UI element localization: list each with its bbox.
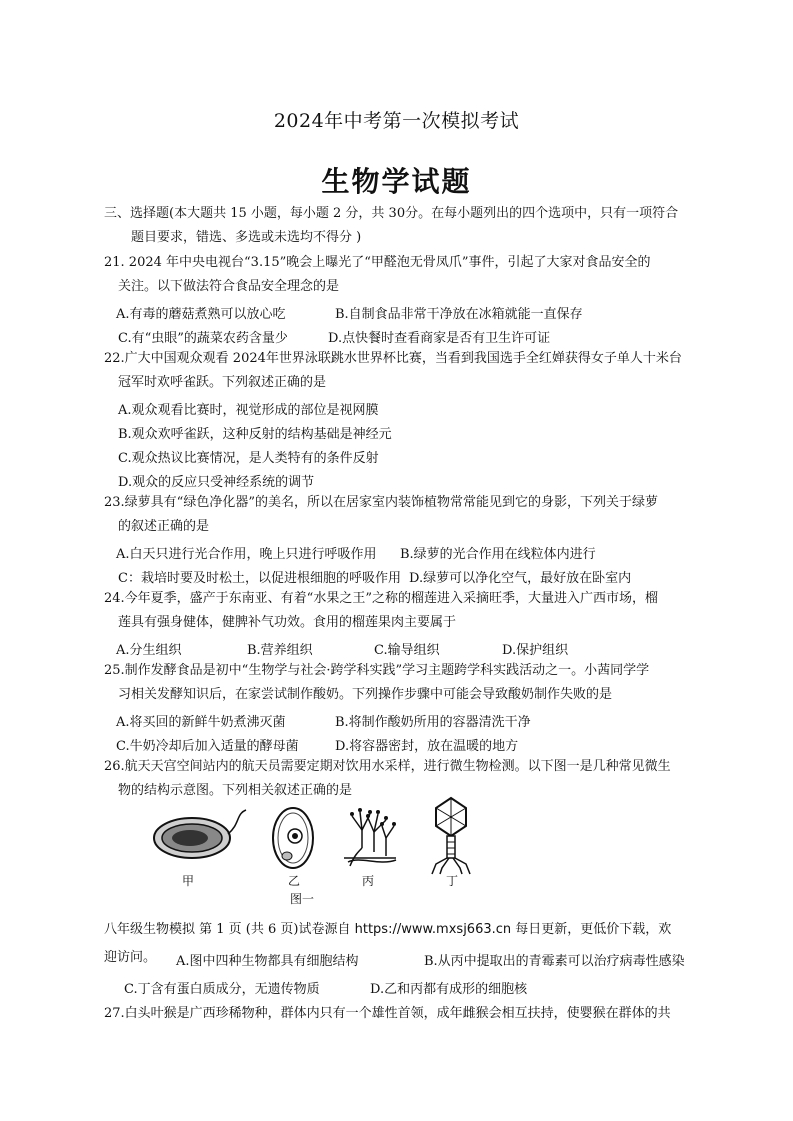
penicillium-illustration bbox=[340, 796, 400, 876]
q21-option-c: C.有“虫眼”的蔬菜农药含量少 bbox=[118, 331, 288, 346]
q24-option-a: A.分生组织 bbox=[116, 643, 182, 658]
q25-stem-line1: 25.制作发酵食品是初中“生物学与社会·跨学科实践”学习主题跨学科实践活动之一。小茜同学学 bbox=[104, 663, 650, 678]
q26-option-c: C.丁含有蛋白质成分，无遗传物质 bbox=[124, 982, 320, 997]
q26-stem-line2: 物的结构示意图。下列相关叙述正确的是 bbox=[118, 783, 353, 798]
footer-line2: 迎访问。 bbox=[104, 950, 157, 965]
q21-option-b: B.自制食品非常干净放在冰箱就能一直保存 bbox=[335, 307, 583, 322]
q26-option-a: A.图中四种生物都具有细胞结构 bbox=[176, 954, 359, 969]
q23-option-a: A.白天只进行光合作用，晚上只进行呼吸作用 bbox=[116, 547, 377, 562]
subject-title: 生物学试题 bbox=[321, 165, 472, 198]
q23-stem-line1: 23.绿萝具有“绿色净化器”的美名，所以在居家室内装饰植物常常能见到它的身影，下列关于绿萝 bbox=[104, 495, 658, 510]
bacterium-illustration bbox=[150, 806, 250, 866]
footer-line1 bbox=[104, 922, 671, 938]
q26-option-b: B.从丙中提取出的青霉素可以治疗病毒性感染 bbox=[424, 954, 685, 969]
q25-option-a: A.将买回的新鲜牛奶煮沸灭菌 bbox=[116, 715, 286, 730]
q22-option-a: A.观众观看比赛时，视觉形成的部位是视网膜 bbox=[118, 403, 379, 418]
q23-option-b: B.绿萝的光合作用在线粒体内进行 bbox=[400, 547, 596, 562]
q22-option-c: C.观众热议比赛情况，是人类特有的条件反射 bbox=[118, 451, 379, 466]
q23-option-d: D.绿萝可以净化空气，最好放在卧室内 bbox=[409, 571, 632, 586]
q24-option-c: C.输导组织 bbox=[374, 643, 440, 658]
q22-option-b: B.观众欢呼雀跃，这种反射的结构基础是神经元 bbox=[118, 427, 392, 442]
q24-stem-line1: 24.今年夏季，盛产于东南亚、有着“水果之王”之称的榴莲进入采摘旺季，大量进入广西市场，榴 bbox=[104, 591, 658, 606]
figure-microorganisms bbox=[140, 796, 500, 906]
q23-stem-line2: 的叙述正确的是 bbox=[118, 519, 210, 534]
q25-option-c: C.牛奶冷却后加入适量的酵母菌 bbox=[116, 739, 299, 754]
exam-title: 2024年中考第一次模拟考试 bbox=[273, 110, 520, 132]
q25-option-d: D.将容器密封，放在温暖的地方 bbox=[335, 739, 519, 754]
q26-stem-line1: 26.航天天宫空间站内的航天员需要定期对饮用水采样，进行微生物检测。以下图一是几种常见微生 bbox=[104, 759, 671, 774]
q24-option-b: B.营养组织 bbox=[247, 643, 313, 658]
q22-stem-line2: 冠军时欢呼雀跃。下列叙述正确的是 bbox=[118, 375, 327, 390]
figure-caption: 图一 bbox=[290, 892, 315, 906]
q21-option-d: D.点快餐时查看商家是否有卫生许可证 bbox=[328, 331, 551, 346]
q21-option-a: A.有毒的蘑菇煮熟可以放心吃 bbox=[116, 307, 286, 322]
q24-option-d: D.保护组织 bbox=[502, 643, 569, 658]
q22-stem-line1: 22.广大中国观众观看 2024年世界泳联跳水世界杯比赛，当看到我国选手全红婵获得女子单人十米台 bbox=[104, 351, 682, 366]
figure-label-jia: 甲 bbox=[182, 874, 195, 888]
figure-label-bing: 丙 bbox=[362, 874, 375, 888]
section-instruction-line2: 题目要求，错选、多选或未选均不得分 ) bbox=[131, 230, 362, 245]
q24-stem-line2: 莲具有强身健体，健脾补气功效。食用的榴莲果肉主要属于 bbox=[118, 615, 457, 630]
q22-option-d: D.观众的反应只受神经系统的调节 bbox=[118, 475, 315, 490]
footer-suffix: 每日更新，更低价下载，欢 bbox=[511, 922, 672, 937]
q21-stem-line2: 关注。以下做法符合食品安全理念的是 bbox=[118, 279, 340, 294]
q25-stem-line2: 习相关发酵知识后，在家尝试制作酸奶。下列操作步骤中可能会导致酸奶制作失败的是 bbox=[118, 687, 613, 702]
section-instruction-line1: 三、选择题(本大题共 15 小题，每小题 2 分，共 30分。在每小题列出的四个选项中，只有一项符合 bbox=[104, 206, 679, 221]
q26-option-d: D.乙和丙都有成形的细胞核 bbox=[370, 982, 528, 997]
q27-stem-line1: 27.白头叶猴是广西珍稀物种，群体内只有一个雄性首领，成年雌猴会相互扶持，使婴猴在群体的共 bbox=[104, 1006, 671, 1021]
q21-stem-line1: 21. 2024 年中央电视台“3.15”晚会上曝光了“甲醛泡无骨凤爪”事件，引起了大家对食品安全的 bbox=[104, 255, 651, 270]
virus-illustration bbox=[426, 796, 476, 876]
q25-option-b: B.将制作酸奶所用的容器清洗干净 bbox=[335, 715, 531, 730]
yeast-illustration bbox=[268, 802, 318, 872]
footer-prefix: 八年级生物模拟 第 1 页 (共 6 页)试卷源自 bbox=[104, 922, 355, 937]
figure-label-ding: 丁 bbox=[446, 874, 459, 888]
footer-url-link[interactable]: https://www.mxsj663.cn bbox=[354, 922, 512, 937]
q23-option-c: C：栽培时要及时松土，以促进根细胞的呼吸作用 bbox=[118, 571, 401, 586]
figure-label-yi: 乙 bbox=[288, 874, 301, 888]
